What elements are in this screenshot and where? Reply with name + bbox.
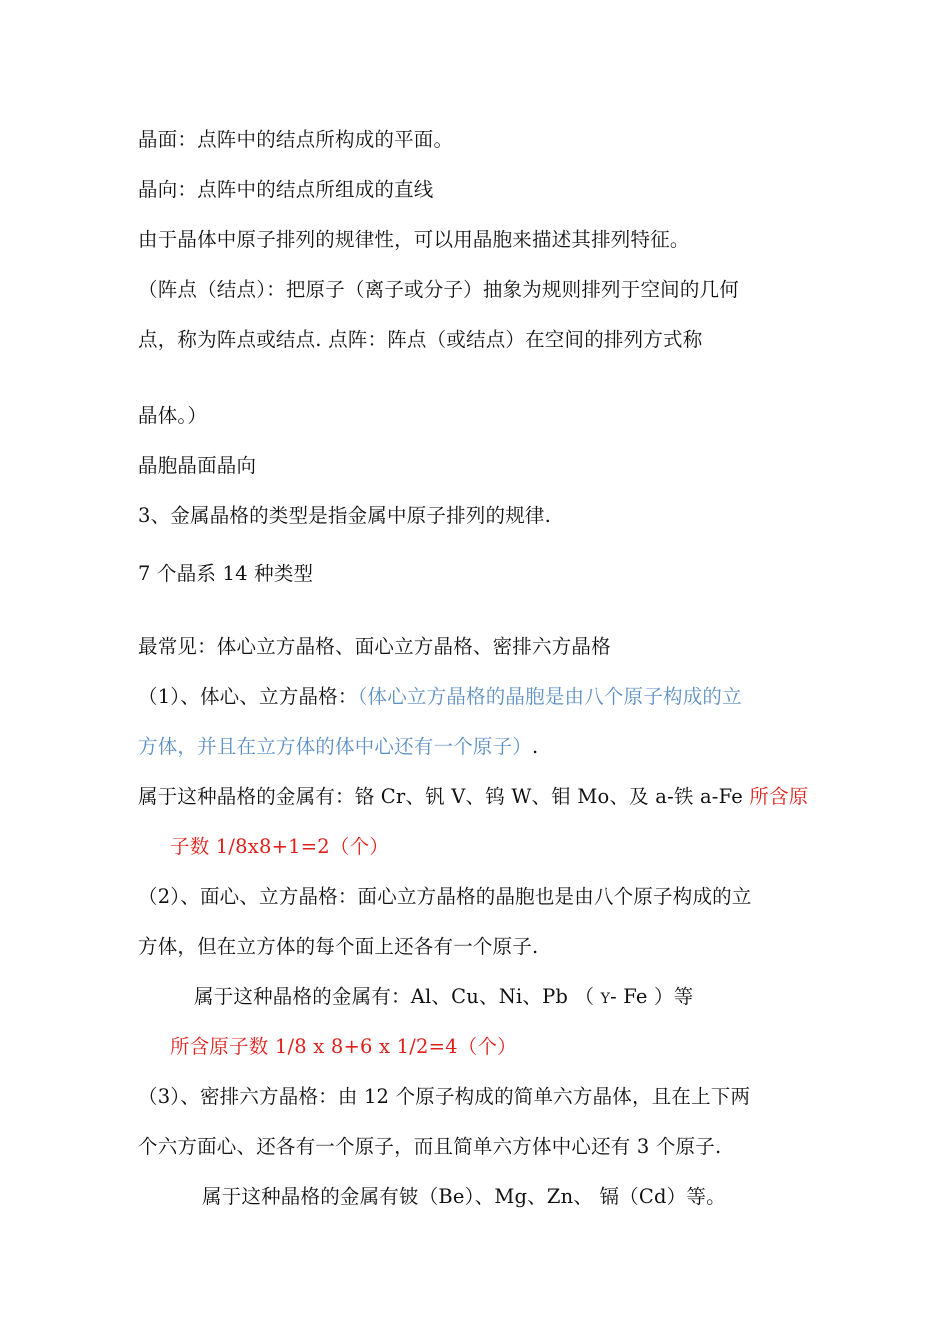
line-lattice-point-continued: 点，称为阵点或结点. 点阵：阵点（或结点）在空间的排列方式称 bbox=[138, 328, 703, 351]
bcc-atom-count-label: 所含原 bbox=[749, 785, 809, 808]
line-crystal-plane: 晶面：点阵中的结点所构成的平面。 bbox=[138, 128, 454, 151]
line-lattice-point-definition: （阵点（结点）：把原子（离子或分子）抽象为规则排列于空间的几何 bbox=[138, 278, 739, 301]
gamma-symbol: Y bbox=[600, 991, 611, 1007]
line-crystal-end: 晶体。） bbox=[138, 404, 208, 427]
bcc-description: （体心立方晶格的晶胞是由八个原子构成的立 bbox=[357, 685, 742, 708]
line-fcc-continued: 方体，但在立方体的每个面上还各有一个原子. bbox=[138, 935, 539, 958]
fcc-metals-end: - Fe ）等 bbox=[610, 985, 694, 1008]
line-hcp-heading: （3）、密排六方晶格：由 12 个原子构成的简单六方晶体，且在上下两 bbox=[138, 1085, 751, 1108]
line-fcc-atom-count: 所含原子数 1/8 x 8+6 x 1/2=4（个） bbox=[170, 1035, 517, 1058]
line-hcp-continued: 个六方面心、还各有一个原子，而且简单六方体中心还有 3 个原子. bbox=[138, 1135, 722, 1158]
line-crystal-direction: 晶向：点阵中的结点所组成的直线 bbox=[138, 178, 434, 201]
line-fcc-metals bbox=[194, 983, 693, 1013]
line-crystal-systems: 7 个晶系 14 种类型 bbox=[138, 562, 314, 585]
line-hcp-metals: 属于这种晶格的金属有铍（Be）、Mg、Zn、 镉（Cd）等。 bbox=[202, 1185, 726, 1208]
bcc-period: . bbox=[532, 735, 539, 758]
line-cell-plane-direction: 晶胞晶面晶向 bbox=[138, 454, 257, 477]
bcc-metals: 属于这种晶格的金属有：铬 Cr、钒 V、钨 W、钼 Mo、及 a-铁 a-Fe bbox=[138, 785, 750, 808]
line-bcc-heading bbox=[138, 683, 742, 711]
line-bcc-description-continued bbox=[138, 733, 538, 761]
line-bcc-metals bbox=[138, 783, 809, 811]
line-metal-lattice-types: 3、金属晶格的类型是指金属中原子排列的规律. bbox=[138, 504, 552, 527]
line-fcc-heading: （2）、面心、立方晶格：面心立方晶格的晶胞也是由八个原子构成的立 bbox=[138, 885, 752, 908]
fcc-metals: 属于这种晶格的金属有：Al、Cu、Ni、Pb （ bbox=[194, 985, 601, 1008]
bcc-description-continued: 方体，并且在立方体的体中心还有一个原子） bbox=[138, 735, 533, 758]
line-unit-cell-intro: 由于晶体中原子排列的规律性，可以用晶胞来描述其排列特征。 bbox=[138, 228, 690, 251]
bcc-label: （1）、体心、立方晶格： bbox=[138, 685, 358, 708]
line-most-common: 最常见：体心立方晶格、面心立方晶格、密排六方晶格 bbox=[138, 635, 611, 658]
line-bcc-atom-count: 子数 1/8x8+1=2（个） bbox=[170, 835, 389, 858]
